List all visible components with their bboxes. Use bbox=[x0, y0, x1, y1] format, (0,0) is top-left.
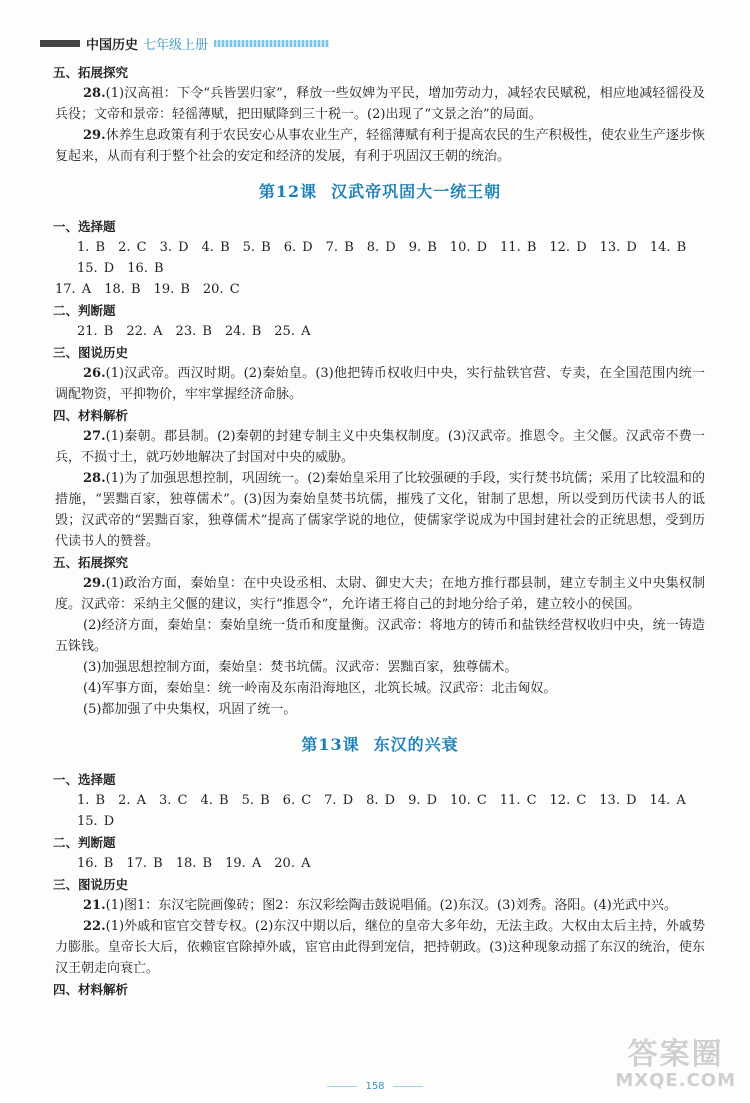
section-heading: 四、材料解析 bbox=[53, 982, 129, 997]
answer-paragraph: (5)都加强了中央集权，巩固了统一。 bbox=[83, 702, 297, 717]
section-heading: 一、选择题 bbox=[53, 219, 116, 234]
lesson-name: 东汉的兴衰 bbox=[373, 735, 459, 754]
question-number: 22. bbox=[83, 919, 106, 934]
section-heading: 二、判断题 bbox=[53, 835, 116, 850]
footer-line-decoration bbox=[327, 1086, 357, 1087]
watermark-logo bbox=[615, 1039, 736, 1091]
answer-paragraph bbox=[55, 573, 705, 615]
header-bar-decoration bbox=[40, 40, 80, 47]
answer-text: (1)图1：东汉宅院画像砖；图2：东汉彩绘陶击鼓说唱俑。(2)东汉。(3)刘秀。洛阳。(4)光武中兴。 bbox=[105, 898, 677, 913]
choice-answers-line: 17. A 18. B 19. B 20. C bbox=[55, 282, 240, 297]
section-heading: 四、材料解析 bbox=[53, 408, 129, 423]
lesson-title bbox=[55, 734, 705, 755]
watermark-text: 答案圈 bbox=[627, 1037, 724, 1072]
header-stripe-decoration bbox=[214, 40, 329, 47]
lesson-name: 汉武帝巩固大一统王朝 bbox=[331, 182, 502, 201]
question-number: 29. bbox=[83, 576, 106, 591]
page-number: 158 bbox=[365, 1081, 385, 1092]
lesson-number: 第13课 bbox=[301, 735, 360, 754]
choice-answers-line: 1. B 2. A 3. C 4. B 5. B 6. C 7. D 8. D 9. D 10. C 11. C 12. C 13. D 14. A 15. D bbox=[77, 793, 699, 829]
answer-text: (1)政治方面，秦始皇：在中央设丞相、太尉、御史大夫；在地方推行郡县制，建立专制主义中央集权制度。汉武帝：采纳主父偃的建议，实行“推恩令”，允许诸王将自己的封地分给子弟，建立较小的侯国。 bbox=[55, 576, 705, 612]
answer-paragraph bbox=[55, 83, 705, 125]
watermark-url: MXQE.COM bbox=[615, 1070, 736, 1091]
question-number: 28. bbox=[83, 86, 106, 101]
question-number: 21. bbox=[83, 898, 106, 913]
footer-line-decoration bbox=[393, 1086, 423, 1087]
section-heading: 三、图说历史 bbox=[53, 877, 129, 892]
section-heading: 五、拓展探究 bbox=[53, 555, 129, 570]
judge-answers-line: 16. B 17. B 18. B 19. A 20. A bbox=[77, 856, 311, 871]
answer-text: (1)汉武帝。西汉时期。(2)秦始皇。(3)他把铸币权收归中央，实行盐铁官营、专卖，在全国范围内统一调配物资，平抑物价，牢牢掌握经济命脉。 bbox=[55, 366, 705, 402]
answer-paragraph: (4)军事方面，秦始皇：统一岭南及东南沿海地区，北筑长城。汉武帝：北击匈奴。 bbox=[83, 681, 557, 696]
answer-text: (1)秦朝。郡县制。(2)秦朝的封建专制主义中央集权制度。(3)汉武帝。推恩令。主父偃。汉武帝不费一兵，不损寸土，就巧妙地解决了封国对中央的威胁。 bbox=[55, 429, 705, 465]
question-number: 28. bbox=[83, 471, 106, 486]
answer-text: (1)汉高祖：下令“兵皆罢归家”，释放一些奴婢为平民，增加劳动力，减轻农民赋税，相应地减轻徭役及兵役；文帝和景帝：轻徭薄赋，把田赋降到三十税一。(2)出现了“文景之治”的局面。 bbox=[55, 86, 705, 122]
answer-paragraph: (3)加强思想控制方面，秦始皇：焚书坑儒。汉武帝：罢黜百家，独尊儒术。 bbox=[83, 660, 518, 675]
lesson-title bbox=[55, 181, 705, 202]
question-number: 26. bbox=[83, 366, 106, 381]
question-number: 27. bbox=[83, 429, 106, 444]
answer-paragraph: (2)经济方面，秦始皇：秦始皇统一货币和度量衡。汉武帝：将地方的铸币和盐铁经营权收归中央，统一铸造五铢钱。 bbox=[55, 618, 705, 654]
section-heading: 一、选择题 bbox=[53, 772, 116, 787]
question-number: 29. bbox=[83, 128, 106, 143]
answer-content bbox=[55, 62, 705, 1000]
answer-text: (1)为了加强思想控制，巩固统一。(2)秦始皇采用了比较强硬的手段，实行焚书坑儒；采用了比较温和的措施，“罢黜百家，独尊儒术”。(3)因为秦始皇焚书坑儒，摧残了文化，钳制了思想，所以受到历代读书人的诋毁；汉武帝的“罢黜百家，独尊儒术”提高了儒家学说的地位，使儒家学说成为中国封建社会的正统思想，受到历代读书人的赞誉。 bbox=[55, 471, 705, 549]
judge-answers-line: 21. B 22. A 23. B 24. B 25. A bbox=[77, 324, 311, 339]
answer-text: 休养生息政策有利于农民安心从事农业生产，轻徭薄赋有利于提高农民的生产积极性，使农业生产逐步恢复起来，从而有利于整个社会的安定和经济的发展，有利于巩固汉王朝的统治。 bbox=[55, 128, 705, 164]
answer-paragraph bbox=[55, 916, 705, 979]
running-header bbox=[40, 34, 329, 53]
section-heading: 三、图说历史 bbox=[53, 345, 129, 360]
header-grade: 七年级上册 bbox=[143, 38, 209, 53]
answer-paragraph bbox=[55, 426, 705, 468]
lesson-number: 第12课 bbox=[258, 182, 318, 201]
section-heading: 二、判断题 bbox=[53, 303, 116, 318]
answer-paragraph bbox=[55, 363, 705, 405]
section-heading: 五、拓展探究 bbox=[53, 65, 129, 80]
answer-paragraph bbox=[55, 895, 705, 916]
answer-paragraph bbox=[55, 125, 705, 167]
answer-text: (1)外戚和宦官交替专权。(2)东汉中期以后，继位的皇帝大多年幼，无法主政。大权由太后主持，外戚势力膨胀。皇帝长大后，依赖宦官除掉外戚，宦官由此得到宠信，把持朝政。(3)这种现象动摇了东汉的统治，使东汉王朝走向衰亡。 bbox=[55, 919, 705, 976]
header-subject: 中国历史 bbox=[86, 38, 139, 53]
choice-answers-line: 1. B 2. C 3. D 4. B 5. B 6. D 7. B 8. D 9. B 10. D 11. B 12. D 13. D 14. B 15. D 16. B bbox=[77, 240, 700, 276]
answer-paragraph bbox=[55, 468, 705, 552]
